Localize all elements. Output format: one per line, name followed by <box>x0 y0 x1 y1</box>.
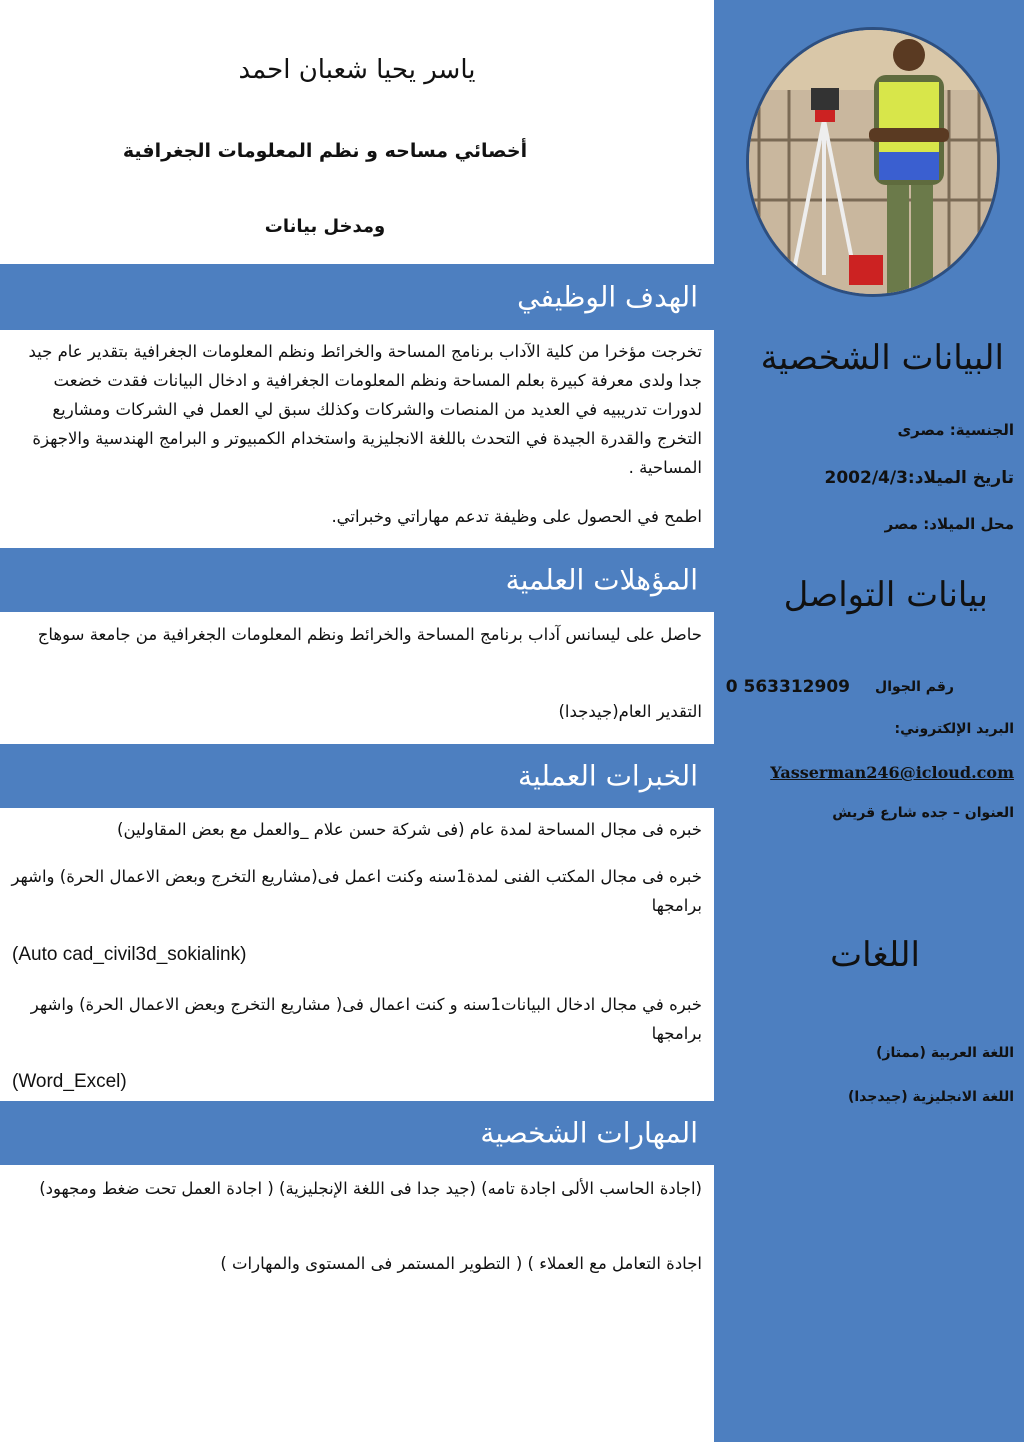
education-degree: حاصل على ليسانس آداب برنامج المساحة والخرائط ونظم المعلومات الجغرافية من جامعة سوهاج <box>37 625 702 644</box>
section-band-objective <box>0 264 714 330</box>
education-heading: المؤهلات العلمية <box>505 563 698 597</box>
objective-aspiration: اطمح في الحصول على وظيفة تدعم مهاراتي وخبراتي. <box>331 507 702 526</box>
experience-survey: خبره فى مجال المساحة لمدة عام (فى شركة حسن علام _والعمل مع بعض المقاولين) <box>117 820 702 839</box>
experience-heading: الخبرات العملية <box>517 759 698 793</box>
objective-text: تخرجت مؤخرا من كلية الآداب برنامج المساحة والخرائط ونظم المعلومات الجغرافية بتقدير عام جيد جدا ولدى معرفة كبيرة بعلم المساحة ونظم المعلومات الجغرافية و ادخال البيانات فقدت خضعت لدورات تدريبيه في العديد من المنصات والشركات وكذلك سبق لي العمل في الشركات ومشاريع التخرج والقدرة الجيدة في التحدث باللغة الانجليزية واستخدام الكمبيوتر و البرامج الهندسية والاجهزة المساحية . <box>28 342 702 477</box>
experience-software-1: (Auto cad_civil3d_sokialink) <box>12 944 247 965</box>
job-title-secondary: ومدخل بيانات <box>264 216 386 237</box>
email-label: البريد الإلكتروني: <box>894 721 1014 737</box>
languages-heading: اللغات <box>830 935 920 975</box>
phone-label: رقم الجوال <box>875 679 954 695</box>
objective-heading: الهدف الوظيفي <box>517 280 698 314</box>
skills-line-2: اجادة التعامل مع العملاء ) ( التطوير المستمر فى المستوى والمهارات ) <box>220 1254 702 1273</box>
language-arabic: اللغة العربية (ممتاز) <box>876 1045 1014 1061</box>
birthdate: تاريخ الميلاد:2002/4/3 <box>824 468 1014 488</box>
phone-value: 0 563312909 <box>725 677 850 697</box>
skills-line-1: (اجادة الحاسب الألى اجادة تامه) (جيد جدا فى اللغة الإنجليزية) ( اجادة العمل تحت ضغط ومجهود) <box>39 1179 702 1198</box>
section-band-experience <box>0 744 714 808</box>
section-band-skills <box>0 1101 714 1165</box>
profile-photo <box>746 27 1000 297</box>
skills-heading: المهارات الشخصية <box>480 1116 698 1150</box>
experience-technical-office: خبره فى مجال المكتب الفنى لمدة1سنه وكنت اعمل فى(مشاريع التخرج وبعض الاعمال الحرة) واشهر برامجها <box>11 867 702 915</box>
education-grade: التقدير العام(جيدجدا) <box>558 702 702 721</box>
birthplace: محل الميلاد: مصر <box>884 515 1014 533</box>
profile-photo-illustration <box>749 30 997 294</box>
experience-data-entry: خبره في مجال ادخال البيانات1سنه و كنت اعمال فى( مشاريع التخرج وبعض الاعمال الحرة) واشهر برامجها <box>30 995 702 1043</box>
contact-heading: بيانات التواصل <box>783 575 988 615</box>
experience-software-2: (Word_Excel) <box>12 1071 127 1092</box>
address: العنوان – جده شارع قريش <box>832 805 1014 821</box>
personal-info-heading: البيانات الشخصية <box>760 338 1004 378</box>
nationality: الجنسية: مصرى <box>897 421 1014 439</box>
candidate-name: ياسر يحيا شعبان احمد <box>238 55 476 85</box>
language-english: اللغة الانجليزية (جيدجدا) <box>847 1089 1014 1105</box>
job-title: أخصائي مساحه و نظم المعلومات الجغرافية <box>122 140 528 162</box>
email-link[interactable]: Yasserman246@icloud.com <box>770 763 1014 782</box>
section-band-education <box>0 548 714 612</box>
